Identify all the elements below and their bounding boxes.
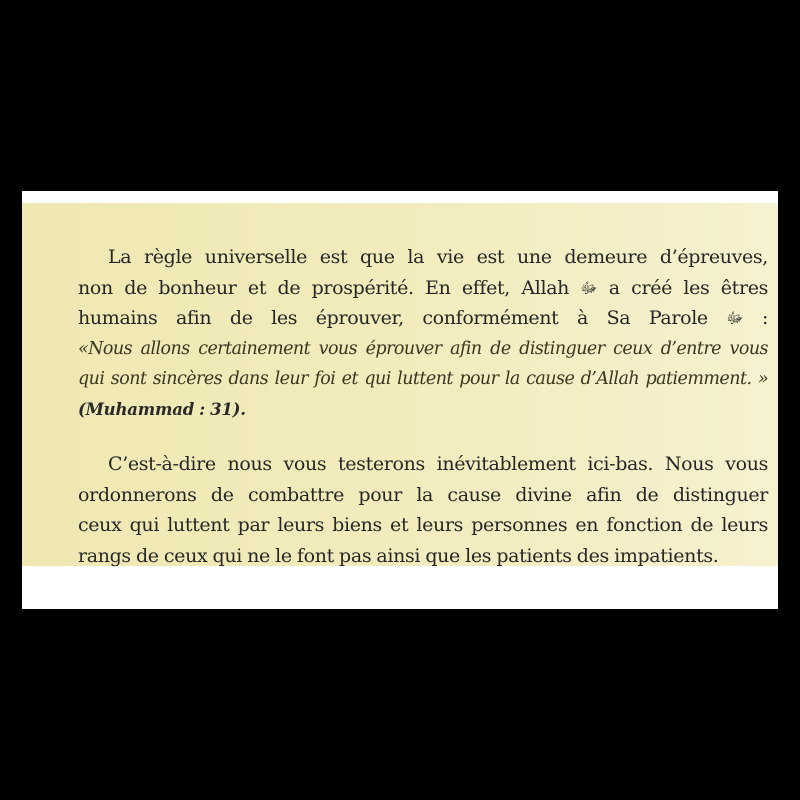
paragraph-2: [78, 449, 768, 571]
paragraph-2-line-3: ceux qui luttent par leurs biens et leurs personnes en fonction de leurs: [78, 514, 768, 536]
line-3-text-before: humains afin de les éprouver, conformément à Sa Parole: [78, 307, 727, 329]
paragraph-2-line-4: rangs de ceux qui ne le font pas ainsi que les patients des impatients.: [78, 544, 719, 567]
honorific-glyph-icon: ﷻ: [580, 278, 598, 297]
line-3-text-after: :: [743, 307, 768, 329]
paragraph-2-line-1: C’est-à-dire nous vous testerons inévitablement ici-bas. Nous vous: [108, 453, 768, 475]
line-2-text-before: non de bonheur et de prospérité. En effet, Allah: [78, 276, 581, 299]
document-page: [22, 191, 778, 609]
quote-reference: (Muhammad : 31).: [78, 399, 246, 419]
quote-line-2: qui sont sincères dans leur foi et qui luttent pour la cause d’Allah patiemment. »: [78, 369, 768, 389]
quote-line-1: «Nous allons certainement vous éprouver afin de distinguer ceux d’entre vous: [78, 338, 768, 359]
highlighted-text-panel: [22, 203, 778, 566]
paragraph-1: [78, 242, 768, 425]
paragraph-1-line-2: [78, 273, 768, 304]
honorific-glyph-icon: ﷻ: [726, 309, 744, 327]
paragraph-1-line-3: [78, 303, 768, 334]
paragraph-1-line-1: La règle universelle est que la vie est une demeure d’épreuves,: [108, 246, 768, 268]
paragraph-2-line-2: ordonnerons de combattre pour la cause divine afin de distinguer: [78, 483, 768, 506]
line-2-text-after: a créé les êtres: [597, 276, 768, 299]
